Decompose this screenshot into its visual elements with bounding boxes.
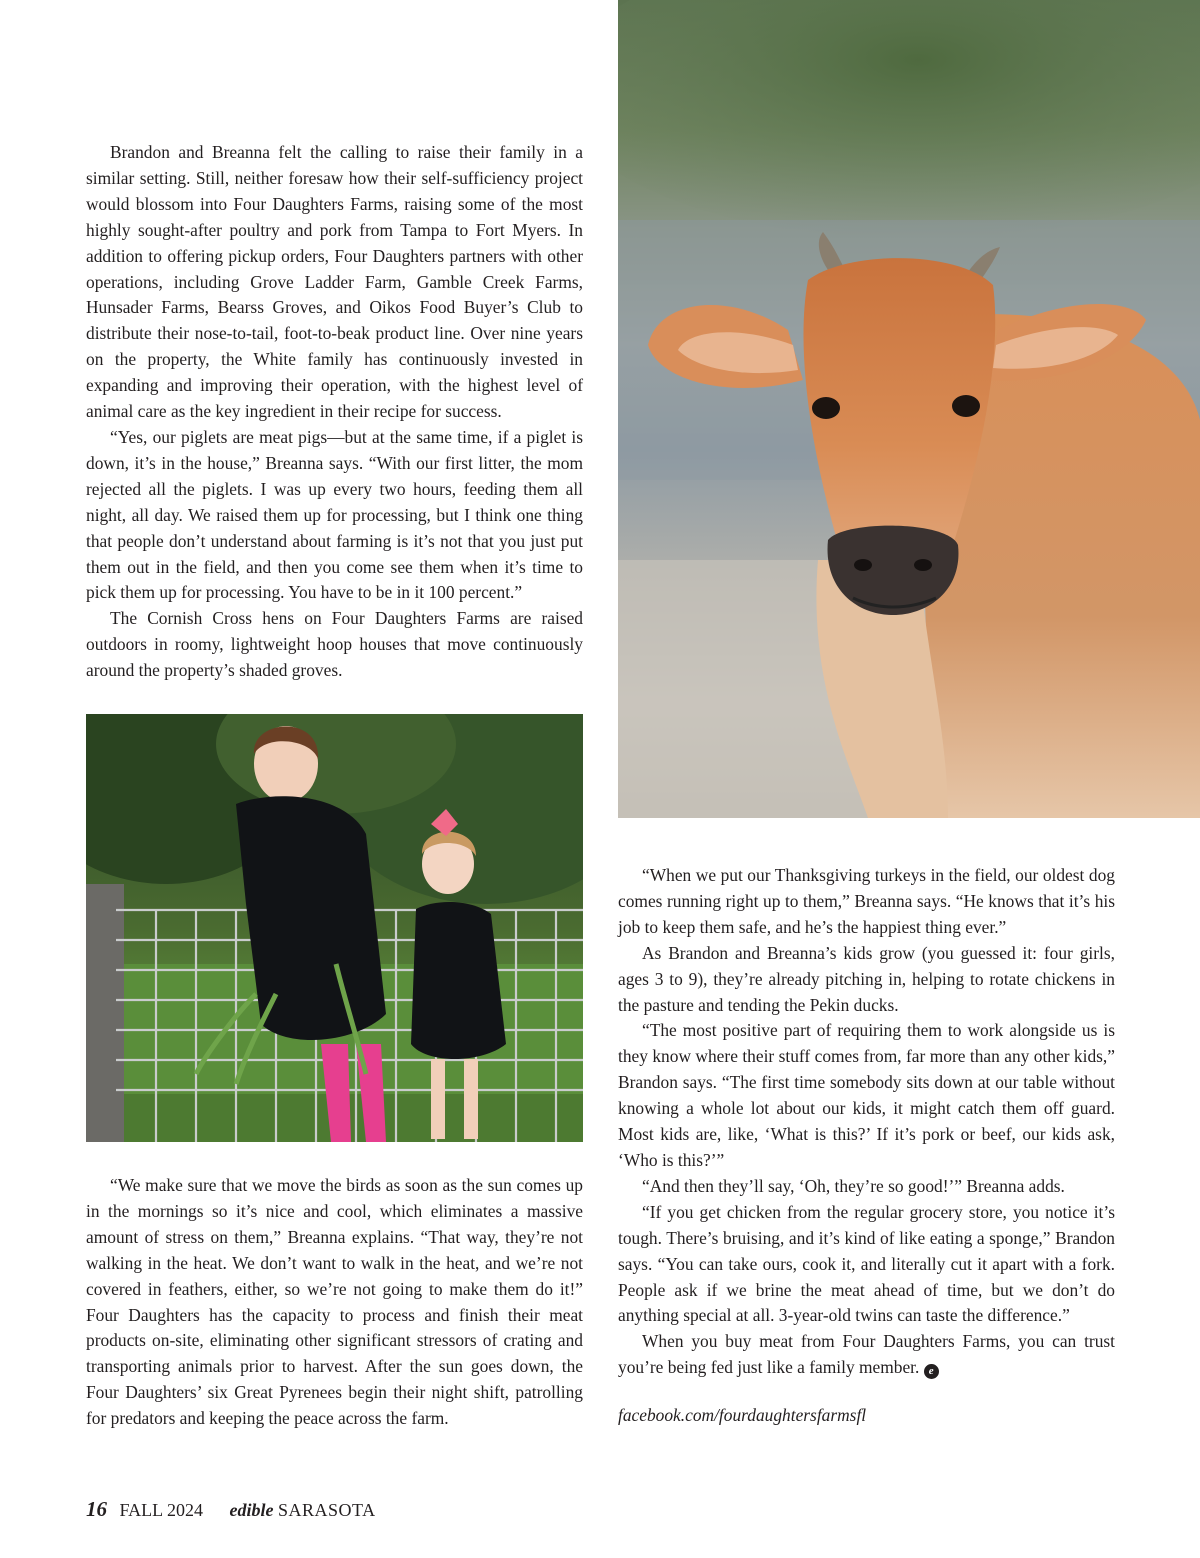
- issue-label: FALL 2024: [119, 1500, 203, 1520]
- paragraph: “The most positive part of requiring them to work alongside us is they know where their stuff comes from, far more than any other kids,” Brandon says. “The first time somebody sits down at our table without knowing a whole lot about our kids, it might catch them off guard. Most kids are, like, ‘What is this?’ If it’s pork or beef, our kids ask, ‘Who is this?’”: [618, 1020, 1115, 1170]
- brand-edible: edible: [229, 1500, 274, 1520]
- paragraph: “We make sure that we move the birds as soon as the sun comes up in the mornings so it’s nice and cool, which eliminates a massive amount of stress on them,” Breanna explains. “That way, they’re not walking in the heat. We don’t want to walk in the heat, and we’re not covered in feathers, either, so we’re not going to make them do it!” Four Daughters has the capacity to process and finish their meat products on-site, eliminating other significant stressors of crating and transporting animals prior to harvest. After the sun goes down, the Four Daughters’ six Great Pyrenees begin their night shift, patrolling for predators and keeping the peace across the farm.: [86, 1175, 583, 1429]
- paragraph: “When we put our Thanksgiving turkeys in the field, our oldest dog comes running right up to them,” Breanna says. “He knows that it’s his job to keep them safe, and he’s the happiest thing ever.”: [618, 865, 1115, 937]
- kids-illustration: [86, 714, 583, 1142]
- cow-illustration: [618, 0, 1200, 818]
- article-column-right-bottom: [618, 863, 1115, 1429]
- paragraph: “If you get chicken from the regular grocery store, you notice it’s tough. There’s bruising, and it’s kind of like eating a sponge,” Brandon says. “You can take ours, cook it, and literally cut it apart with a fork. People ask if we brine the meat ahead of time, but we don’t do anything special at all. 3-year-old twins can taste the difference.”: [618, 1201, 1115, 1326]
- paragraph: As Brandon and Breanna’s kids grow (you guessed it: four girls, ages 3 to 9), they’re already pitching in, helping to rotate chickens in the pasture and tending the Pekin ducks.: [618, 942, 1115, 1015]
- paragraph: Brandon and Breanna felt the calling to raise their family in a similar setting. Still, neither foresaw how their self-sufficiency project would blossom into Four Daughters Farms, raising some of the most highly sought-after poultry and pork from Tampa to Fort Myers. In addition to offering pickup orders, Four Daughters partners with other operations, including Grove Ladder Farm, Gamble Creek Farms, Hunsader Farms, Bearss Groves, and Oikos Food Buyer’s Club to distribute their nose-to-tail, foot-to-beak product line. Over nine years on the property, the White family has continuously invested in expanding and improving their operation, with the highest level of animal care as the key ingredient in their recipe for success.: [86, 142, 583, 422]
- article-column-left-top: [86, 140, 583, 684]
- page-footer: [86, 1496, 376, 1522]
- facebook-link[interactable]: facebook.com/fourdaughtersfarmsfl: [618, 1405, 867, 1426]
- end-mark-icon: e: [924, 1364, 939, 1379]
- cow-photo: [618, 0, 1200, 818]
- paragraph: “And then they’ll say, ‘Oh, they’re so good!’” Breanna adds.: [642, 1175, 1065, 1196]
- brand-name: SARASOTA: [277, 1500, 376, 1520]
- article-column-left-bottom: [86, 1173, 583, 1432]
- paragraph: “Yes, our piglets are meat pigs—but at the same time, if a piglet is down, it’s in the house,” Breanna says. “With our first litter, the mom rejected all the piglets. I was up every two hours, feeding them all night, all day. We raised them up for processing, but I think one thing that people don’t understand about farming is it’s not that you just put them out in the field, and then you come see them when it’s time to pick them up for processing. You have to be in it 100 percent.”: [86, 426, 583, 603]
- closing-paragraph: [618, 1329, 1115, 1381]
- page-number: 16: [86, 1497, 107, 1521]
- closing-text: When you buy meat from Four Daughters Farms, you can trust you’re being fed just like a family member.: [618, 1331, 1115, 1378]
- paragraph: The Cornish Cross hens on Four Daughters Farms are raised outdoors in roomy, lightweight hoop houses that move continuously around the property’s shaded groves.: [86, 608, 583, 681]
- kids-at-fence-photo: [86, 714, 583, 1142]
